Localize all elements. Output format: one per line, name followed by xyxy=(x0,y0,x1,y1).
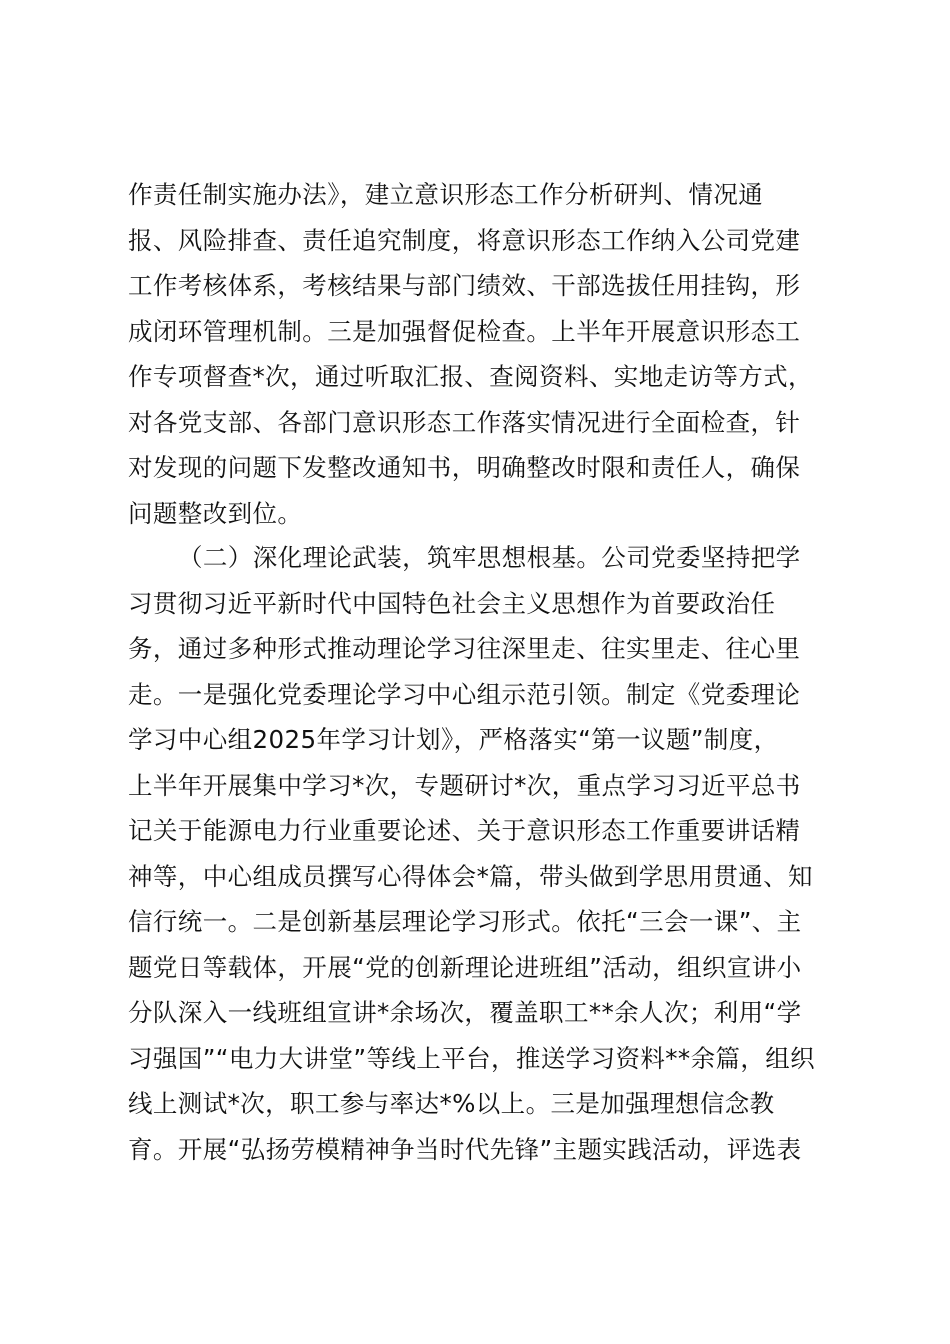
paragraph-line: 线上测试*次，职工参与率达*%以上。三是加强理想信念教 xyxy=(128,1089,775,1118)
paragraph-line: 上半年开展集中学习*次，专题研讨*次，重点学习习近平总书 xyxy=(128,770,801,800)
paragraph-line: 问题整改到位。 xyxy=(128,498,303,528)
paragraph-line: 信行统一。二是创新基层理论学习形式。依托“三会一课”、主 xyxy=(128,907,802,936)
paragraph-line: 分队深入一线班组宣讲*余场次，覆盖职工**余人次；利用“学 xyxy=(128,998,802,1027)
paragraph-line: 成闭环管理机制。三是加强督促检查。上半年开展意识形态工 xyxy=(128,316,801,346)
paragraph-line: 工作考核体系，考核结果与部门绩效、干部选拔任用挂钩，形 xyxy=(128,271,801,300)
paragraph-line: 作专项督查*次，通过听取汇报、查阅资料、实地走访等方式， xyxy=(128,362,813,391)
paragraph-line: 对各党支部、各部门意识形态工作落实情况进行全面检查，针 xyxy=(128,407,801,437)
paragraph-line: 走。一是强化党委理论学习中心组示范引领。制定《党委理论 xyxy=(128,679,801,709)
paragraph-line: 学习中心组2025年学习计划》，严格落实“第一议题”制度， xyxy=(128,725,779,754)
paragraph-line: 务，通过多种形式推动理论学习往深里走、往实里走、往心里 xyxy=(128,634,801,663)
paragraph-line: 作责任制实施办法》，建立意识形态工作分析研判、情况通 xyxy=(128,180,764,209)
paragraph-1 xyxy=(128,172,828,536)
paragraph-line: 对发现的问题下发整改通知书，明确整改时限和责任人，确保 xyxy=(128,453,801,482)
paragraph-line: 习贯彻习近平新时代中国特色社会主义思想作为首要政治任 xyxy=(128,588,776,618)
paragraph-line: 习强国”“电力大讲堂”等线上平台，推送学习资料**余篇，组织 xyxy=(128,1043,816,1073)
paragraph-line: 神等，中心组成员撰写心得体会*篇，带头做到学思用贯通、知 xyxy=(128,861,813,891)
paragraph-line: 题党日等载体，开展“党的创新理论进班组”活动，组织宣讲小 xyxy=(128,952,802,982)
paragraph-line: 报、风险排查、责任追究制度，将意识形态工作纳入公司党建 xyxy=(128,225,801,255)
paragraph-line: 育。开展“弘扬劳模精神争当时代先锋”主题实践活动，评选表 xyxy=(128,1134,802,1164)
section-heading-line: （二）深化理论武装，筑牢思想根基。公司党委坚持把学 xyxy=(178,543,801,572)
paragraph-line: 记关于能源电力行业重要论述、关于意识形态工作重要讲话精 xyxy=(128,816,801,845)
paragraph-2 xyxy=(128,535,828,1172)
